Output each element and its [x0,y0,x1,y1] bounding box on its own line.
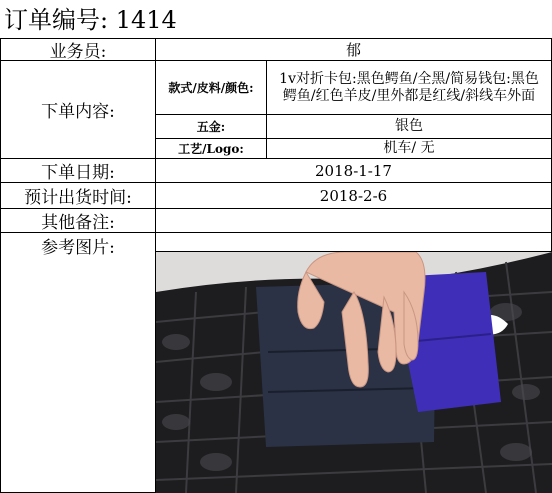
remarks-value [156,209,551,232]
craft-logo-value: 机车/ 无 [383,140,435,156]
order-number: 1414 [115,6,177,34]
order-title [4,4,177,36]
reference-image-label: 参考图片: [41,237,115,257]
order-date-value: 2018-1-17 [315,161,392,180]
salesperson-label: 业务员: [49,42,107,60]
reference-photo [156,252,552,493]
order-content-label: 下单内容: [41,102,115,122]
hardware-value: 银色 [395,118,423,134]
hardware-label: 五金: [196,120,226,134]
reference-photo-drawing [156,252,552,493]
style-material-color-label: 款式/皮料/颜色: [168,81,254,95]
ship-date-label: 预计出货时间: [24,188,132,208]
style-material-color-value: 1v对折卡包:黑色鳄鱼/全黑/简易钱包:黑色鳄鱼/红色羊皮/里外都是红线/斜线车外面 [279,70,539,104]
salesperson-value: 郁 [345,41,361,59]
remarks-label: 其他备注: [41,213,115,232]
craft-logo-label: 工艺/Logo: [178,142,244,156]
order-date-label: 下单日期: [41,163,115,182]
ship-date-value: 2018-2-6 [319,186,388,205]
order-title-label: 订单编号: [4,6,109,34]
